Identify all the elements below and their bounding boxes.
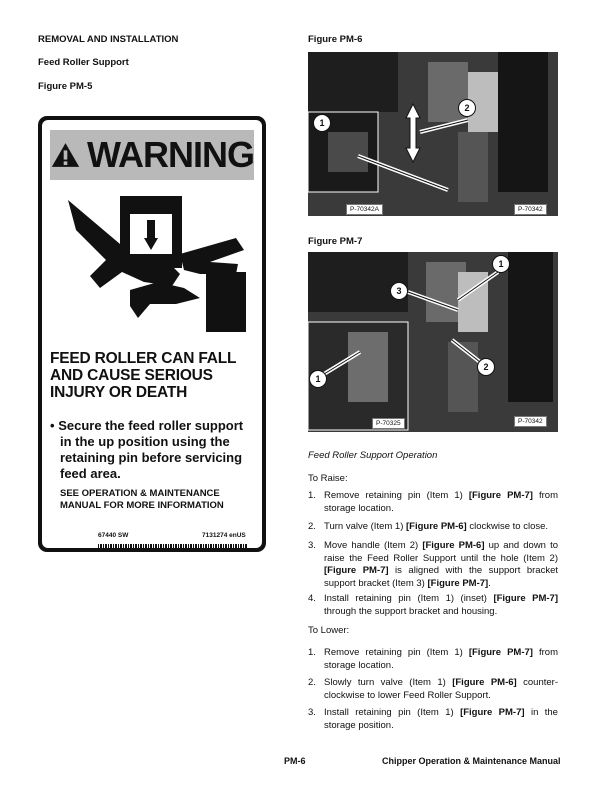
step-number: 3. — [308, 707, 316, 718]
step-number: 4. — [308, 593, 316, 604]
step-text: through the support bracket and housing. — [324, 605, 498, 617]
callout-1: 1 — [492, 255, 510, 273]
figure-reference: [Figure PM-6] — [406, 521, 467, 532]
figure-reference: [Figure PM-6] — [452, 677, 517, 688]
step-text: is aligned with the support bracket support bracket (Item 3) — [324, 565, 558, 589]
raise-step — [308, 521, 558, 534]
step-text: in the storage position. — [324, 707, 558, 731]
reference-line: MANUAL FOR MORE INFORMATION — [60, 500, 224, 511]
step-text: from storage location. — [324, 490, 559, 514]
step-number: 3. — [308, 540, 316, 551]
figure-reference: [Figure PM-7] — [324, 565, 389, 576]
lower-step — [308, 647, 558, 672]
decal-code-right: 7131274 enUS — [202, 532, 246, 539]
figure-pm7-label: Figure PM-7 — [308, 236, 363, 247]
manual-title: Chipper Operation & Maintenance Manual — [382, 756, 561, 766]
headline-line: FEED ROLLER CAN FALL — [50, 350, 237, 367]
signal-word: WARNING — [87, 134, 254, 175]
step-text: Install retaining pin (Item 1) — [324, 707, 461, 718]
figure-reference: [Figure PM-7] — [460, 707, 525, 718]
callout-2: 2 — [458, 99, 476, 117]
crush-hand-pictogram-icon — [60, 194, 250, 334]
figure-reference: [Figure PM-7] — [468, 490, 533, 501]
step-text: Remove retaining pin (Item 1) — [324, 647, 469, 658]
warning-decal — [38, 116, 266, 552]
step-number: 1. — [308, 647, 316, 658]
section-title: REMOVAL AND INSTALLATION — [38, 34, 179, 45]
callout-1: 1 — [313, 114, 331, 132]
raise-step — [308, 490, 558, 515]
machine-photo-pm6 — [308, 52, 558, 216]
reference-line: SEE OPERATION & MAINTENANCE — [60, 488, 220, 499]
headline-line: INJURY OR DEATH — [50, 384, 188, 401]
lower-step — [308, 707, 558, 732]
decal-bullet — [50, 418, 262, 482]
step-number: 2. — [308, 521, 316, 532]
machine-photo-pm7 — [308, 252, 558, 432]
step-number: 1. — [308, 490, 316, 501]
decal-reference — [60, 488, 260, 512]
subsection-title: Feed Roller Support — [38, 57, 129, 68]
decal-code-left: 67440 SW — [98, 532, 129, 539]
bullet-dot-icon: • — [50, 418, 55, 433]
figure-reference: [Figure PM-7] — [493, 593, 558, 604]
figure-reference: [Figure PM-7] — [427, 577, 489, 589]
step-number: 2. — [308, 677, 316, 688]
warning-triangle-icon — [50, 140, 81, 170]
decal-headline — [50, 350, 262, 401]
warning-header — [50, 130, 254, 180]
bullet-line: retaining pin before servicing — [60, 450, 243, 465]
bullet-line: Secure the feed roller support — [58, 418, 244, 433]
figure-caption: Feed Roller Support Operation — [308, 450, 438, 461]
figure-reference: [Figure PM-6] — [422, 540, 485, 551]
raise-step — [308, 540, 558, 590]
raise-step — [308, 593, 558, 618]
figure-reference: [Figure PM-7] — [468, 647, 533, 658]
figure-pm6-label: Figure PM-6 — [308, 34, 363, 45]
photo-label-right: P-70342 — [514, 204, 547, 215]
figure-pm6-photo — [308, 52, 558, 216]
step-text: counter-clockwise to lower Feed Roller Support. — [324, 677, 558, 701]
figure-pm5-label: Figure PM-5 — [38, 81, 93, 92]
page-number: PM-6 — [284, 756, 306, 766]
callout-2: 2 — [477, 358, 495, 376]
callout-1-inset: 1 — [309, 370, 327, 388]
barcode — [98, 544, 248, 548]
step-text: Turn valve (Item 1) — [324, 521, 407, 532]
step-text: Move handle (Item 2) — [324, 540, 423, 551]
step-text: . — [488, 577, 491, 589]
to-lower-heading: To Lower: — [308, 625, 350, 636]
bullet-line: in the up position using the — [60, 434, 230, 449]
step-text: from storage location. — [324, 647, 559, 671]
step-text: up and down to raise the Feed Roller Support until the hole (Item 2) — [324, 540, 558, 564]
step-text: Remove retaining pin (Item 1) — [324, 490, 469, 501]
figure-pm7-photo — [308, 252, 558, 432]
to-raise-heading: To Raise: — [308, 473, 348, 484]
lower-step — [308, 677, 558, 702]
photo-label-left: P-70342A — [346, 204, 383, 215]
step-text: clockwise to close. — [466, 521, 549, 532]
callout-3: 3 — [390, 282, 408, 300]
headline-line: AND CAUSE SERIOUS — [50, 367, 213, 384]
photo-label-left: P-70325 — [372, 418, 405, 429]
bullet-line: feed area. — [60, 466, 121, 481]
photo-label-right: P-70342 — [514, 416, 547, 427]
step-text: Install retaining pin (Item 1) (inset) — [324, 593, 494, 604]
step-text: Slowly turn valve (Item 1) — [324, 677, 453, 688]
